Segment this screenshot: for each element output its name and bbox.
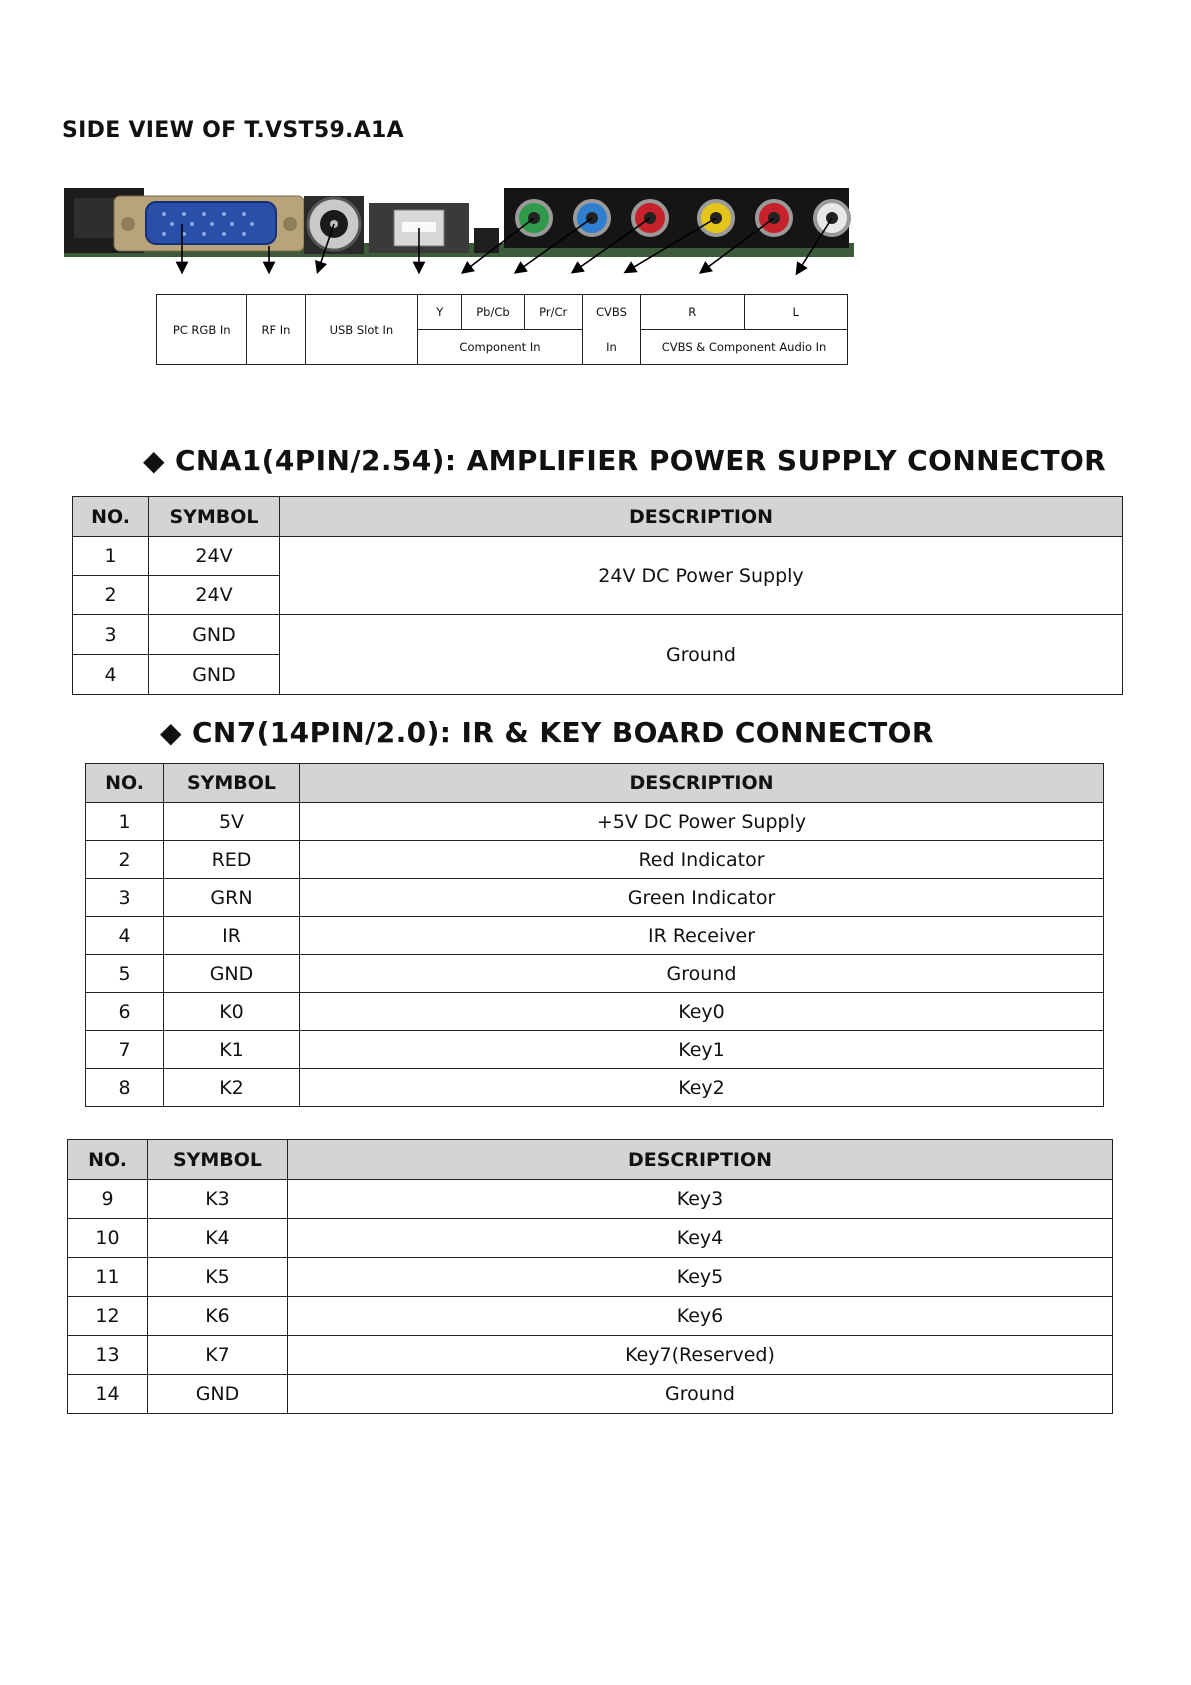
pin-no: 13 — [68, 1336, 148, 1375]
side-view-label-grid — [156, 294, 848, 365]
pin-no: 8 — [86, 1069, 164, 1107]
pin-symbol: 5V — [164, 803, 300, 841]
pin-description: Red Indicator — [300, 841, 1104, 879]
col-header-description: DESCRIPTION — [280, 497, 1123, 537]
pin-description: Key7(Reserved) — [288, 1336, 1113, 1375]
cn7-table-part-2 — [67, 1139, 1113, 1414]
pin-no: 2 — [73, 576, 149, 615]
table-row — [68, 1219, 1113, 1258]
table-row — [68, 1258, 1113, 1297]
diamond-bullet-icon: ◆ — [143, 444, 165, 477]
table-row — [86, 1069, 1104, 1107]
pin-symbol: K5 — [148, 1258, 288, 1297]
label-usb-slot-in: USB Slot In — [305, 295, 417, 365]
cna1-heading — [143, 444, 1106, 477]
label-audio-in: CVBS & Component Audio In — [641, 330, 848, 365]
col-header-symbol: SYMBOL — [164, 764, 300, 803]
table-row — [68, 1375, 1113, 1414]
pin-symbol: K0 — [164, 993, 300, 1031]
label-pb-cb: Pb/Cb — [462, 295, 524, 330]
table-row — [86, 879, 1104, 917]
diamond-bullet-icon: ◆ — [160, 716, 182, 749]
cn7-heading — [160, 716, 934, 749]
table-row — [86, 993, 1104, 1031]
table-row — [86, 955, 1104, 993]
col-header-no: NO. — [86, 764, 164, 803]
pin-description: Key6 — [288, 1297, 1113, 1336]
col-header-description: DESCRIPTION — [288, 1140, 1113, 1180]
pin-description: Key2 — [300, 1069, 1104, 1107]
pin-symbol: GND — [149, 615, 280, 655]
table-row — [68, 1336, 1113, 1375]
pin-description: 24V DC Power Supply — [280, 537, 1123, 615]
label-component-in: Component In — [418, 330, 583, 365]
pin-no: 5 — [86, 955, 164, 993]
pin-symbol: IR — [164, 917, 300, 955]
label-cvbs-in: In — [582, 330, 640, 365]
pin-symbol: 24V — [149, 576, 280, 615]
pin-symbol: GND — [149, 655, 280, 695]
pin-no: 4 — [86, 917, 164, 955]
pin-no: 3 — [86, 879, 164, 917]
table-row — [73, 537, 1123, 576]
col-header-no: NO. — [73, 497, 149, 537]
pin-description: Ground — [288, 1375, 1113, 1414]
pin-no: 1 — [73, 537, 149, 576]
pin-description: Key4 — [288, 1219, 1113, 1258]
pin-description: Ground — [280, 615, 1123, 695]
label-y: Y — [418, 295, 462, 330]
table-row — [86, 841, 1104, 879]
pin-no: 11 — [68, 1258, 148, 1297]
cn7-title: CN7(14PIN/2.0): IR & KEY BOARD CONNECTOR — [191, 716, 934, 749]
col-header-symbol: SYMBOL — [149, 497, 280, 537]
label-cvbs: CVBS — [582, 295, 640, 330]
pin-no: 12 — [68, 1297, 148, 1336]
cn7-table-part-1 — [85, 763, 1104, 1107]
label-l: L — [744, 295, 847, 330]
pin-symbol: K4 — [148, 1219, 288, 1258]
pin-no: 9 — [68, 1180, 148, 1219]
label-rf-in: RF In — [247, 295, 305, 365]
pin-symbol: K6 — [148, 1297, 288, 1336]
pin-symbol: GND — [148, 1375, 288, 1414]
cna1-title: CNA1(4PIN/2.54): AMPLIFIER POWER SUPPLY CONNECTOR — [174, 444, 1107, 477]
pin-symbol: K1 — [164, 1031, 300, 1069]
pin-description: Ground — [300, 955, 1104, 993]
table-row — [68, 1297, 1113, 1336]
pin-no: 3 — [73, 615, 149, 655]
pin-description: Key0 — [300, 993, 1104, 1031]
pin-symbol: K7 — [148, 1336, 288, 1375]
pin-description: Key3 — [288, 1180, 1113, 1219]
pin-symbol: K2 — [164, 1069, 300, 1107]
table-row — [86, 917, 1104, 955]
table-row — [68, 1180, 1113, 1219]
label-pc-rgb-in: PC RGB In — [157, 295, 247, 365]
pin-no: 10 — [68, 1219, 148, 1258]
pin-no: 4 — [73, 655, 149, 695]
table-row — [86, 1031, 1104, 1069]
pin-symbol: GRN — [164, 879, 300, 917]
pin-no: 2 — [86, 841, 164, 879]
pin-description: Key1 — [300, 1031, 1104, 1069]
pin-symbol: GND — [164, 955, 300, 993]
col-header-symbol: SYMBOL — [148, 1140, 288, 1180]
pin-symbol: K3 — [148, 1180, 288, 1219]
cna1-table — [72, 496, 1123, 695]
pin-symbol: RED — [164, 841, 300, 879]
pin-no: 6 — [86, 993, 164, 1031]
label-r: R — [641, 295, 744, 330]
pin-description: +5V DC Power Supply — [300, 803, 1104, 841]
col-header-no: NO. — [68, 1140, 148, 1180]
pin-no: 7 — [86, 1031, 164, 1069]
col-header-description: DESCRIPTION — [300, 764, 1104, 803]
side-view-title: SIDE VIEW OF T.VST59.A1A — [62, 118, 404, 143]
pin-symbol: 24V — [149, 537, 280, 576]
pin-description: Key5 — [288, 1258, 1113, 1297]
table-row — [86, 803, 1104, 841]
table-row — [73, 615, 1123, 655]
label-pr-cr: Pr/Cr — [524, 295, 582, 330]
pin-description: IR Receiver — [300, 917, 1104, 955]
pin-description: Green Indicator — [300, 879, 1104, 917]
pin-no: 1 — [86, 803, 164, 841]
pin-no: 14 — [68, 1375, 148, 1414]
